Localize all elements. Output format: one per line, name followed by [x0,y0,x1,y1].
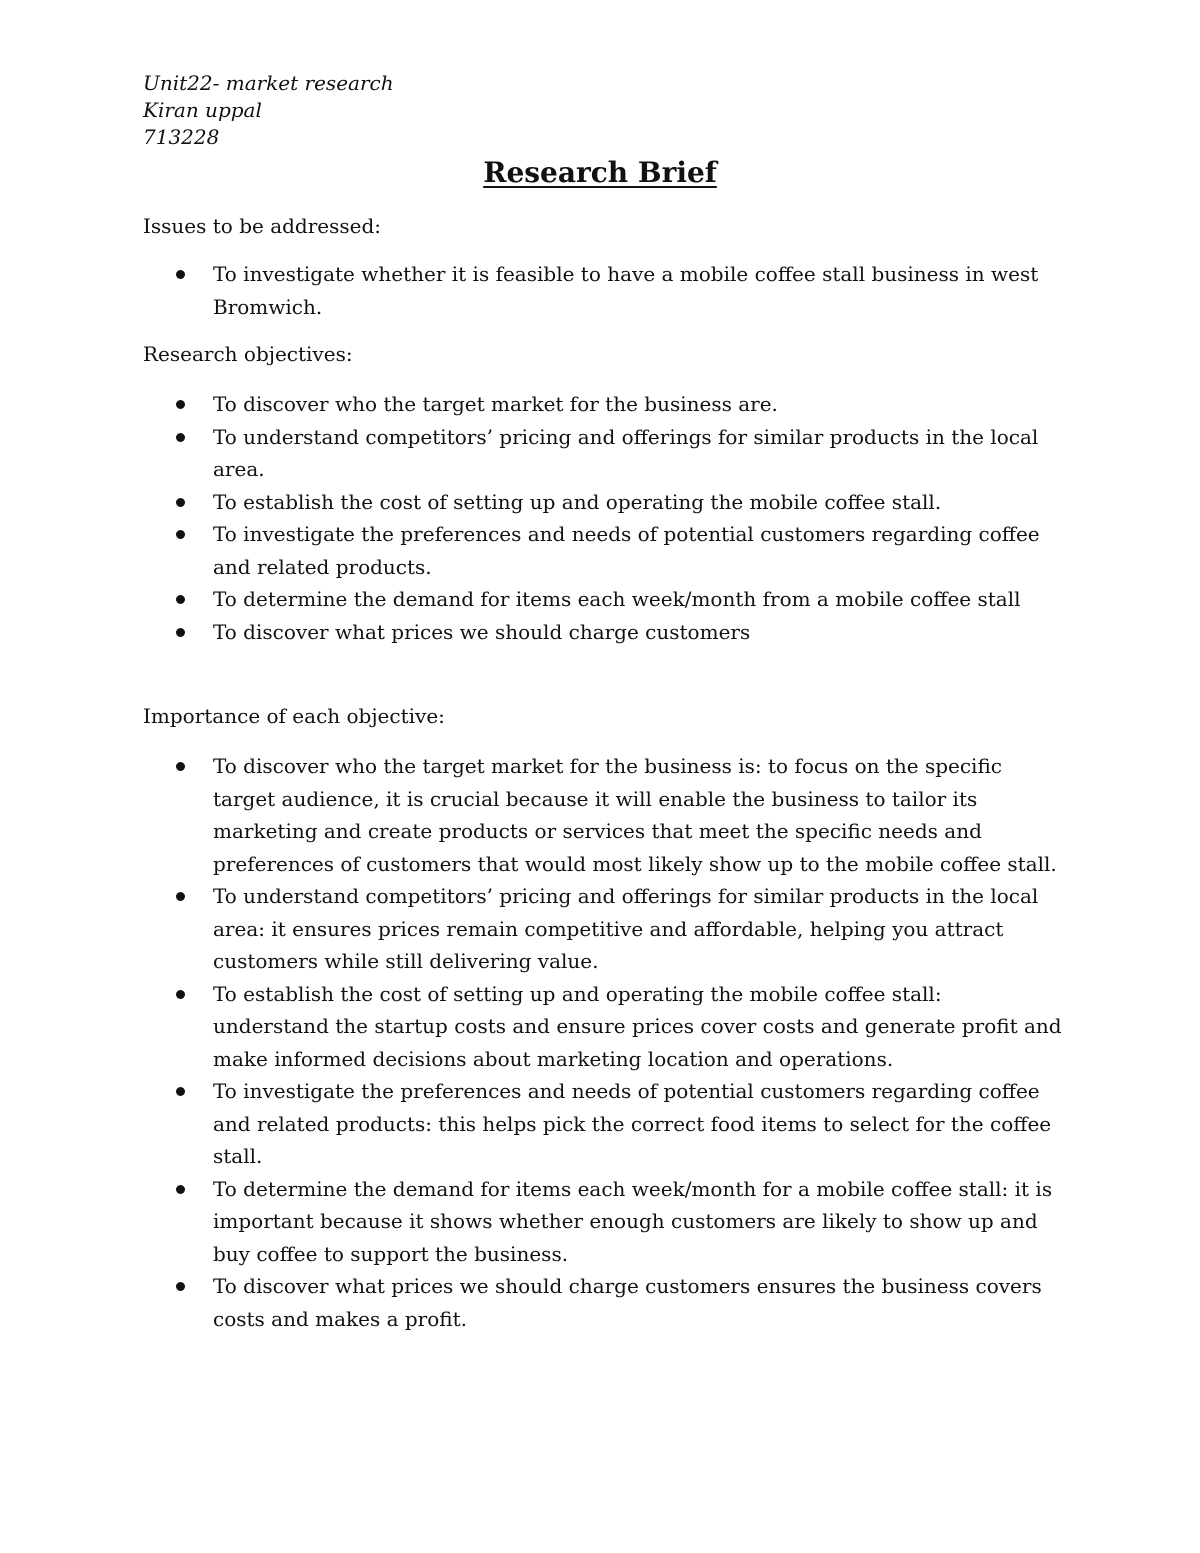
list-item: To investigate whether it is feasible to have a mobile coffee stall business in west Bromwich. [143,258,1063,323]
author-name: Kiran uppal [143,98,262,122]
list-item: To investigate the preferences and needs of potential customers regarding coffee and related products. [143,518,1063,583]
importance-heading: Importance of each objective: [143,704,445,728]
issues-list [143,258,1063,323]
bullet-icon [176,990,185,999]
bullet-icon [176,530,185,539]
importance-list [143,750,1063,1335]
student-id: 713228 [143,125,220,149]
list-item: To discover what prices we should charge customers ensures the business covers costs and makes a profit. [143,1270,1063,1335]
bullet-icon [176,1282,185,1291]
issues-section [143,212,1063,323]
issues-heading: Issues to be addressed: [143,214,382,238]
list-item: To understand competitors’ pricing and offerings for similar products in the local area. [143,421,1063,486]
objectives-section [143,340,1063,648]
list-item: To determine the demand for items each week/month for a mobile coffee stall: it is important because it shows whether enough customers are likely to show up and buy coffee to support the business. [143,1173,1063,1271]
list-item: To discover who the target market for the business is: to focus on the specific target audience, it is crucial because it will enable the business to tailor its marketing and create products or services that meet the specific needs and preferences of customers that would most likely show up to the mobile coffee stall. [143,750,1063,880]
objectives-heading: Research objectives: [143,342,353,366]
list-item: To establish the cost of setting up and operating the mobile coffee stall. [143,486,1063,519]
bullet-icon [176,1087,185,1096]
bullet-icon [176,433,185,442]
bullet-icon [176,1185,185,1194]
list-item: To determine the demand for items each week/month from a mobile coffee stall [143,583,1063,616]
list-item: To discover what prices we should charge customers [143,616,1063,649]
bullet-icon [176,628,185,637]
bullet-icon [176,762,185,771]
list-item: To establish the cost of setting up and operating the mobile coffee stall: understand the startup costs and ensure prices cover costs and generate profit and make informed decisions about marketing location and operations. [143,978,1063,1076]
bullet-icon [176,400,185,409]
document-header [143,70,394,151]
bullet-icon [176,892,185,901]
list-item: To discover who the target market for the business are. [143,388,1063,421]
objectives-list [143,388,1063,648]
bullet-icon [176,270,185,279]
importance-section [143,702,1063,1335]
unit-label: Unit22- market research [143,71,394,95]
list-item: To investigate the preferences and needs of potential customers regarding coffee and related products: this helps pick the correct food items to select for the coffee stall. [143,1075,1063,1173]
page-title: Research Brief [483,156,717,189]
list-item: To understand competitors’ pricing and offerings for similar products in the local area: it ensures prices remain competitive and affordable, helping you attract customers while still delivering value. [143,880,1063,978]
bullet-icon [176,498,185,507]
bullet-icon [176,595,185,604]
